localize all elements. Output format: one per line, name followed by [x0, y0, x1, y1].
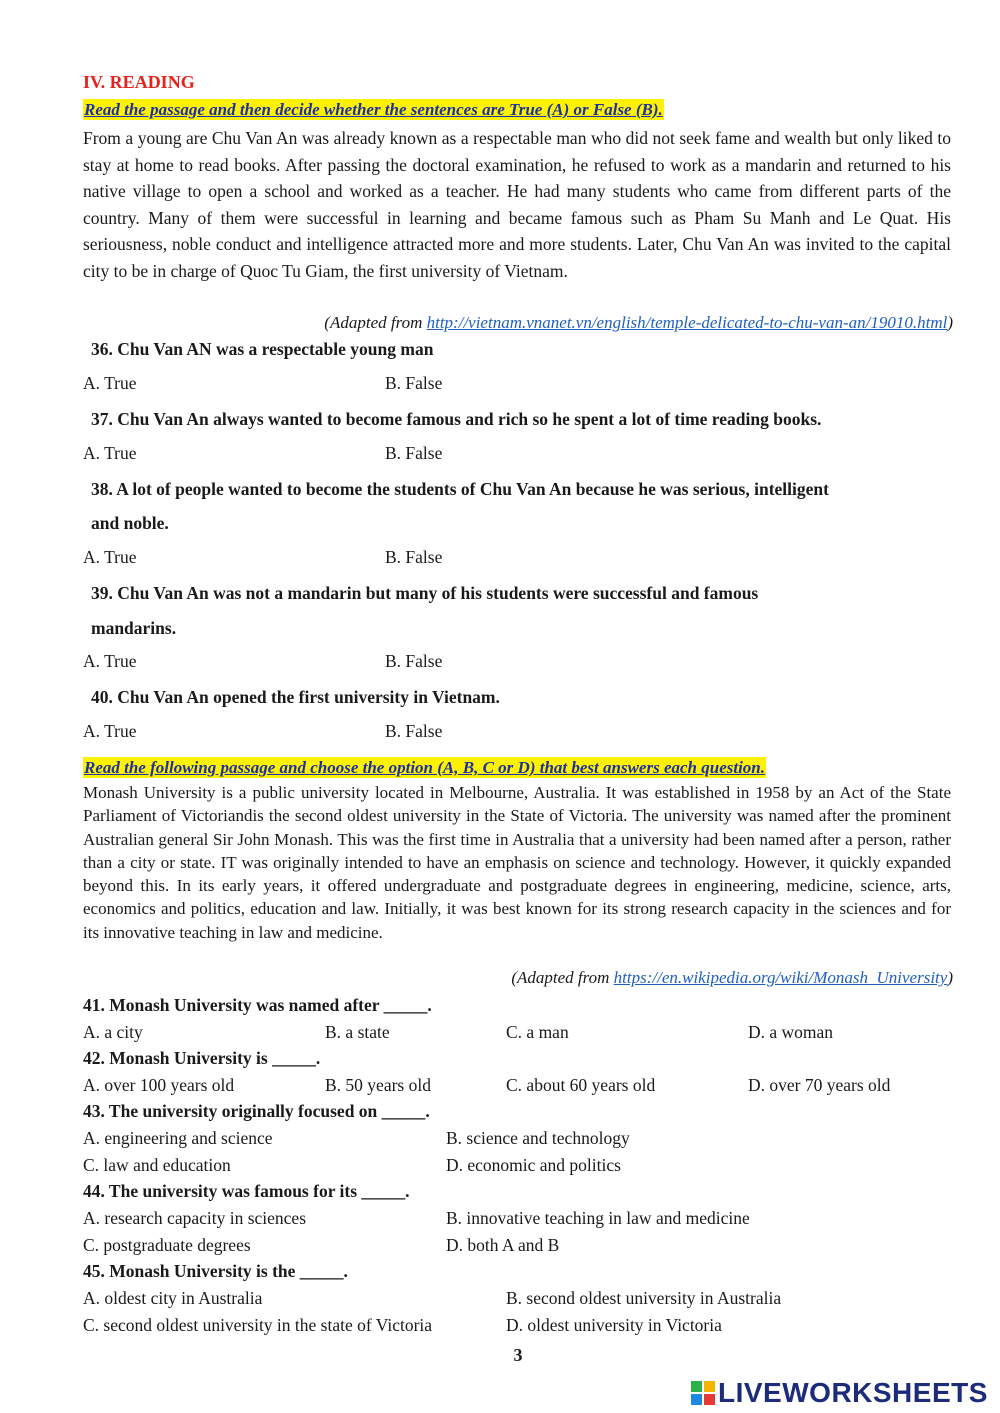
option-d[interactable]: D. both A and B	[446, 1235, 560, 1255]
option-b[interactable]: B. False	[385, 547, 443, 567]
source-suffix: )	[947, 968, 953, 987]
option-a[interactable]: A. oldest city in Australia	[83, 1288, 263, 1308]
page-number: 3	[513, 1345, 523, 1365]
source-link-1[interactable]: http://vietnam.vnanet.vn/english/temple-delicated-to-chu-van-an/19010.html	[426, 313, 948, 332]
source-suffix: )	[947, 313, 953, 332]
liveworksheets-logo-icon	[690, 1380, 716, 1406]
liveworksheets-logo[interactable]	[690, 1378, 988, 1408]
option-a[interactable]: A. True	[83, 547, 137, 567]
option-a[interactable]: A. research capacity in sciences	[83, 1208, 307, 1228]
question-39-continued: mandarins.	[91, 618, 177, 638]
option-b[interactable]: B. second oldest university in Australia	[506, 1288, 782, 1308]
option-b[interactable]: B. False	[385, 443, 443, 463]
section-title: IV. READING	[83, 72, 195, 92]
passage-chu-van-an: From a young are Chu Van An was already known as a respectable man who did not seek fame and wealth but only liked to stay at home to read books. After passing the doctoral examination, he refused to work as a mandarin and returned to his native village to open a school and worked as a teacher. He had many students who came from different parts of the country. Many of them were successful in learning and became famous such as Pham Su Manh and Le Quat. His seriousness, noble conduct and intelligence attracted more and more students. Later, Chu Van An was invited to the capital city to be in charge of Quoc Tu Giam, the first university of Vietnam.	[83, 128, 951, 281]
option-b[interactable]: B. 50 years old	[325, 1075, 431, 1095]
option-d[interactable]: D. a woman	[748, 1022, 834, 1042]
option-b[interactable]: B. False	[385, 373, 443, 393]
passage-monash: Monash University is a public university located in Melbourne, Australia. It was established in 1958 by an Act of the State Parliament of Victoriandis the second oldest university in the State of Victoria. The university was named after the prominent Australian general Sir John Monash. This was the first time in Australia that a university had been named after a person, rather than a city or state. IT was originally intended to have an emphasis on science and technology. However, it quickly expanded beyond this. In its early years, it offered undergraduate and postgraduate degrees in engineering, medicine, science, arts, economics and politics, education and law. Initially, it was best known for its strong research capacity in the sciences and for its innovative teaching in law and medicine.	[83, 783, 951, 942]
option-b[interactable]: B. False	[385, 651, 443, 671]
question-45: 45. Monash University is the _____.	[83, 1261, 348, 1281]
option-d[interactable]: D. economic and politics	[446, 1155, 621, 1175]
option-a[interactable]: A. over 100 years old	[83, 1075, 235, 1095]
option-b[interactable]: B. False	[385, 721, 443, 741]
question-38: 38. A lot of people wanted to become the students of Chu Van An because he was serious, intelligent	[91, 479, 829, 499]
source-prefix: (Adapted from	[324, 313, 427, 332]
liveworksheets-brand-text: LIVEWORKSHEETS	[718, 1377, 988, 1408]
option-a[interactable]: A. True	[83, 443, 137, 463]
question-43: 43. The university originally focused on _____.	[83, 1101, 430, 1121]
option-a[interactable]: A. engineering and science	[83, 1128, 273, 1148]
option-a[interactable]: A. True	[83, 373, 137, 393]
question-38-continued: and noble.	[91, 513, 169, 533]
option-a[interactable]: A. True	[83, 651, 137, 671]
question-44: 44. The university was famous for its _____.	[83, 1181, 410, 1201]
source-prefix: (Adapted from	[511, 968, 614, 987]
question-39: 39. Chu Van An was not a mandarin but many of his students were successful and famous	[91, 583, 759, 603]
option-d[interactable]: D. over 70 years old	[748, 1075, 891, 1095]
option-d[interactable]: D. oldest university in Victoria	[506, 1315, 722, 1335]
option-b[interactable]: B. a state	[325, 1022, 390, 1042]
option-c[interactable]: C. a man	[506, 1022, 569, 1042]
option-c[interactable]: C. about 60 years old	[506, 1075, 656, 1095]
source-citation-1	[324, 312, 953, 334]
question-37: 37. Chu Van An always wanted to become famous and rich so he spent a lot of time reading books.	[91, 409, 822, 429]
option-c[interactable]: C. law and education	[83, 1155, 231, 1175]
option-a[interactable]: A. True	[83, 721, 137, 741]
question-40: 40. Chu Van An opened the first university in Vietnam.	[91, 687, 500, 707]
option-b[interactable]: B. innovative teaching in law and medicine	[446, 1208, 750, 1228]
source-link-2[interactable]: https://en.wikipedia.org/wiki/Monash_University	[613, 968, 948, 987]
instructions-multiple-choice: Read the following passage and choose the option (A, B, C or D) that best answers each question.	[84, 758, 766, 777]
source-citation-2	[511, 967, 953, 989]
question-41: 41. Monash University was named after _____.	[83, 995, 432, 1015]
option-a[interactable]: A. a city	[83, 1022, 143, 1042]
option-b[interactable]: B. science and technology	[446, 1128, 630, 1148]
question-42: 42. Monash University is _____.	[83, 1048, 321, 1068]
option-c[interactable]: C. postgraduate degrees	[83, 1235, 251, 1255]
question-36: 36. Chu Van AN was a respectable young man	[91, 339, 434, 359]
instructions-true-false: Read the passage and then decide whether the sentences are True (A) or False (B).	[84, 100, 663, 119]
option-c[interactable]: C. second oldest university in the state of Victoria	[83, 1315, 433, 1335]
